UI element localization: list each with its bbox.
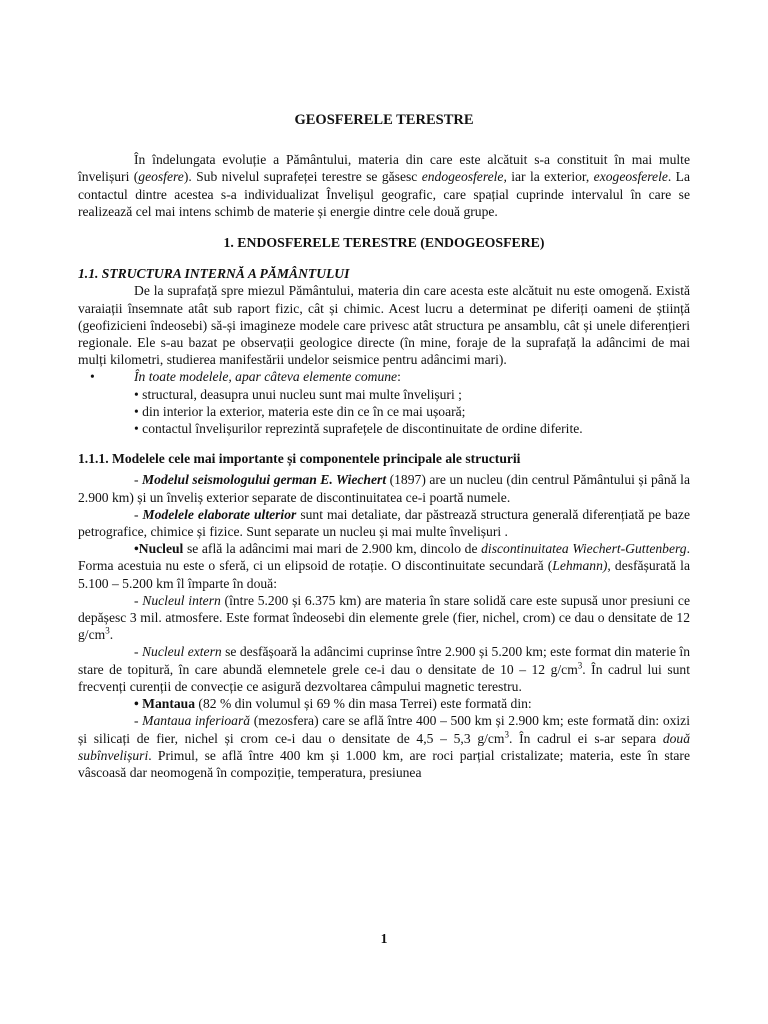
page-number: 1 (380, 931, 388, 946)
nucleul-intern-paragraph: - Nucleul intern (între 5.200 și 6.375 km) are materia în stare solidă care este supusă unor presiuni ce depășesc 3 mil. atmosfere. Este format îndeosebi din elemente grele (fier, nichel, crom) ce dau o densitate de 12 $g/cm^3$. (78, 592, 690, 643)
nucleul-paragraph: •Nucleul se află la adâncimi mai mari de 2.900 km, dincolo de discontinuitatea Wiechert-Guttenberg. Forma acestuia nu este o sferă, ci un elipsoid de rotație. O discontinuitate secundară (Lehmann), desfășurată la 5.100 – 5.200 km îl împarte în două: (78, 541, 690, 591)
ulterior-paragraph: - Modelele elaborate ulterior sunt mai detaliate, dar păstrează structura generală diferențiată pe baze petrografice, chimice și fizice. Sunt separate un nucleu și mai multe învelișuri . (78, 506, 690, 540)
sub-bullet-2: • din interior la exterior, materia este din ce în ce mai ușoară; (134, 403, 466, 419)
bullet-symbol: • (90, 369, 95, 385)
sub-bullet-3: • contactul învelișurilor reprezintă suprafețele de discontinuitate de ordine diferite. (134, 421, 583, 437)
intro-paragraph: În îndelungata evoluție a Pământului, materia din care este alcătuit s-a constituit în mai multe învelișuri (geosfere). Sub nivelul suprafeței terestre se găsesc endogeosferele, iar la exterior, exogeosferele. La contactul dintre acestea s-a individualizat Învelișul geografic, care spațial cuprinde intervalul în care se realizează cel mai intens schimb de materie și energie dintre cele două grupe. (78, 152, 691, 219)
document-body (78, 112, 690, 781)
mantaua-paragraph: • Mantaua (82 % din volumul și 69 % din masa Terrei) este formată din: (134, 696, 532, 712)
mantaua-inferioara-paragraph: - Mantaua inferioară (mezosfera) care se află între 400 – 500 km și 2.900 km; este formată din: oxizi și silicați de fier, nichel și crom ce-i dau o densitate de 4,5 – 5,3 $g/cm^3$. În cadrul ei s-ar separa două subînvelișuri. Primul, se află între 400 km și 1.000 km, are roci parțial cristalizate; materia, este în stare vâscoasă dar neomogenă în compoziție, temperatura, presiunea (78, 713, 691, 780)
main-bullet-text: În toate modelele, apar câteva elemente comune (134, 369, 398, 385)
sub-bullet-1: • structural, deasupra unui nucleu sunt mai multe învelișuri ; (134, 386, 462, 402)
nucleul-extern-paragraph: - Nucleul extern se desfășoară la adâncimi cuprinse între 2.900 și 5.200 km; este format din materie în stare de topitură, în care abundă elemnetele grele ce-i dau o densitate de 10 – 12 $g/cm^3$. În cadrul lui sunt frecvenți curenții de convecție ce asigură dezvoltarea câmpului magnetic terestru. (78, 644, 690, 694)
main-bullet: • În toate modelele, apar câteva elemente comune: (78, 368, 690, 385)
page-title: GEOSFERELE TERESTRE (294, 112, 474, 128)
section-1-1-heading: 1.1. STRUCTURA INTERNĂ A PĂMÂNTULUI (78, 266, 350, 282)
section-1-1-1-heading: 1.1.1. Modelele cele mai importante și componentele principale ale structurii (78, 451, 521, 467)
section-1-heading: 1. ENDOSFERELE TERESTRE (ENDOGEOSFERE) (223, 235, 545, 251)
wiechert-paragraph: - Modelul seismologului german E. Wiechert (1897) are un nucleu (din centrul Pământului și până la 2.900 km) și un înveliș exterior separate de discontinuitatea ce-i poartă numele. (78, 472, 690, 505)
section-1-1-paragraph: De la suprafață spre miezul Pământului, materia din care acesta este alcătuit nu este omogenă. Există varaiații însemnate atât sub raport fizic, cât și chimic. Acest lucru a determinat pe diferiți oameni de știință (geofizicieni îndeosebi) să-și imagineze modele care privesc atât structura pe ansamblu, cât și unele diferențieri regionale. Ele s-au bazat pe observații geologice directe (în mine, foraje de la suprafață la adâncimi de mai mulți kilometri, studierea manifestării undelor seismice pentru adâncimi mari). (78, 283, 690, 368)
